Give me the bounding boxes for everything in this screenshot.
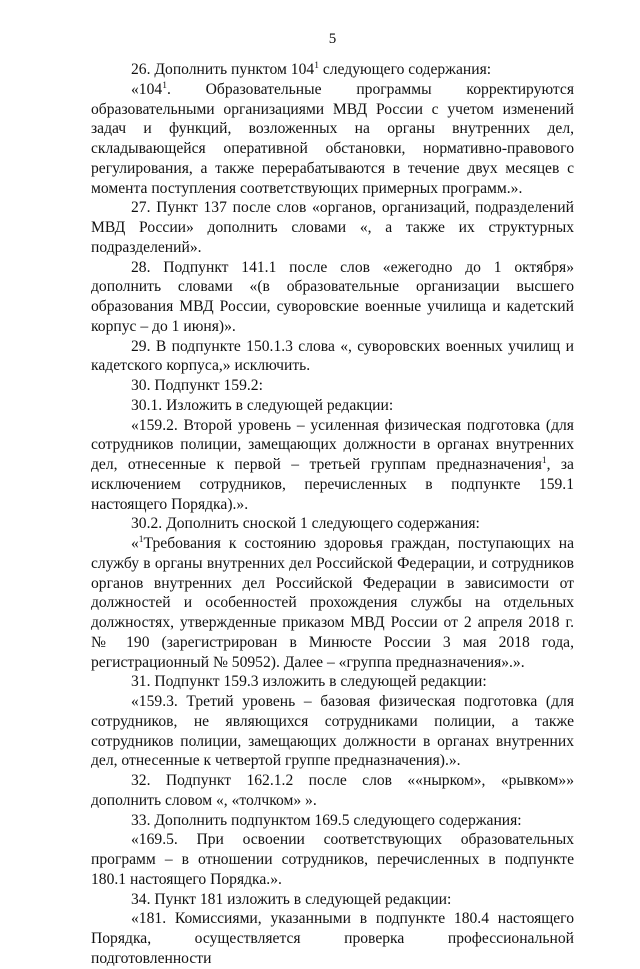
paragraph-text: следующего содержания: [318,61,492,78]
paragraph-text: 31. Подпункт 159.3 изложить в следующей редакции: [131,673,487,691]
paragraph [91,909,574,968]
paragraph-text: « [131,535,139,552]
paragraph [91,60,574,80]
paragraph [91,830,574,889]
paragraph-text: 30.2. Дополнить сноской 1 следующего содержания: [131,515,480,533]
paragraph-text: . Образовательные программы корректируются образовательными организациями МВД России с учетом изменений задач и функций, возложенных на органы внутренних дел, складывающейся оперативной обстановки, нормативно-правового регулирования, а также перерабатываются в течение двух месяцев с момента поступления соответствующих примерных программ.». [91,80,574,197]
paragraph-text: 29. В подпункте 150.1.3 слова «, суворовских военных училищ и кадетского корпуса,» исключить. [91,337,574,375]
footnote-marker: 1 [541,455,547,466]
paragraph-text: 30.1. Изложить в следующей редакции: [131,396,394,414]
paragraph-text: 32. Подпункт 162.1.2 после слов ««нырком», «рывком»» дополнить словом «, «толчком» ». [91,772,574,809]
paragraph [91,890,574,910]
paragraph-text: 34. Пункт 181 изложить в следующей редакции: [131,890,452,908]
page-number: 5 [328,31,337,47]
paragraph-text: 28. Подпункт 141.1 после слов «ежегодно до 1 октября» дополнить словами «(в образовательные организации высшего образования МВД России, суворовские военные училища и кадетский корпус – до 1 июня)». [91,258,574,335]
footnote-marker: 1 [162,80,167,91]
paragraph-text: «159.2. Второй уровень – усиленная физическая подготовка (для сотрудников полиции, замещающих должности в органах внутренних дел, отнесенные к первой – третьей группам предназначения [91,416,574,473]
paragraph-text: «104 [131,80,163,98]
paragraph-text: «159.3. Третий уровень – базовая физическая подготовка (для сотрудников, не являющихся сотрудниками полиции, а также сотрудников полиции, замещающих должности в органах внутренних дел, отнесенные к четвертой группе предназначения).». [91,693,574,770]
paragraph-text: 33. Дополнить подпунктом 169.5 следующего содержания: [131,811,522,829]
paragraph [91,416,574,515]
paragraph [91,376,574,396]
paragraph [91,692,574,771]
paragraph-text: Требования к состоянию здоровья граждан, поступающих на службу в органы внутренних дел Российской Федерации, и сотрудников органов внутренних дел Российской Федерации в зависимости от должностей и особенностей прохождения службы на отдельных должностях, утвержденные приказом МВД России от 2 апреля 2018 г. № 190 (зарегистрирован в Минюсте России 3 мая 2018 года, регистрационный № 50952). Далее – «группа предназначения».». [91,535,574,671]
footnote-marker: 1 [314,60,319,71]
paragraph [91,258,574,337]
paragraph-text: «181. Комиссиями, указанными в подпункте 180.4 настоящего Порядка, осуществляется проверка профессиональной подготовленности [91,910,574,967]
paragraph [91,534,574,672]
paragraph [91,514,574,534]
paragraph-text: «169.5. При освоении соответствующих образовательных программ – в отношении сотрудников, перечисленных в подпункте 180.1 настоящего Порядка.». [91,831,574,888]
paragraph [91,672,574,692]
document-body [91,60,574,969]
paragraph [91,80,574,199]
paragraph-text: 30. Подпункт 159.2: [131,377,263,394]
paragraph [91,198,574,257]
footnote-marker: 1 [138,534,144,545]
paragraph-text: , за исключением сотрудников, перечисленных в подпункте 159.1 настоящего Порядка).». [91,456,574,513]
paragraph-text: 27. Пункт 137 после слов «органов, организаций, подразделений МВД России» дополнить словами «, а также их структурных подразделений». [91,199,574,256]
paragraph [91,771,574,811]
paragraph [91,811,574,831]
paragraph-text: 26. Дополнить пунктом 104 [131,61,315,78]
paragraph [91,337,574,377]
paragraph [91,396,574,416]
